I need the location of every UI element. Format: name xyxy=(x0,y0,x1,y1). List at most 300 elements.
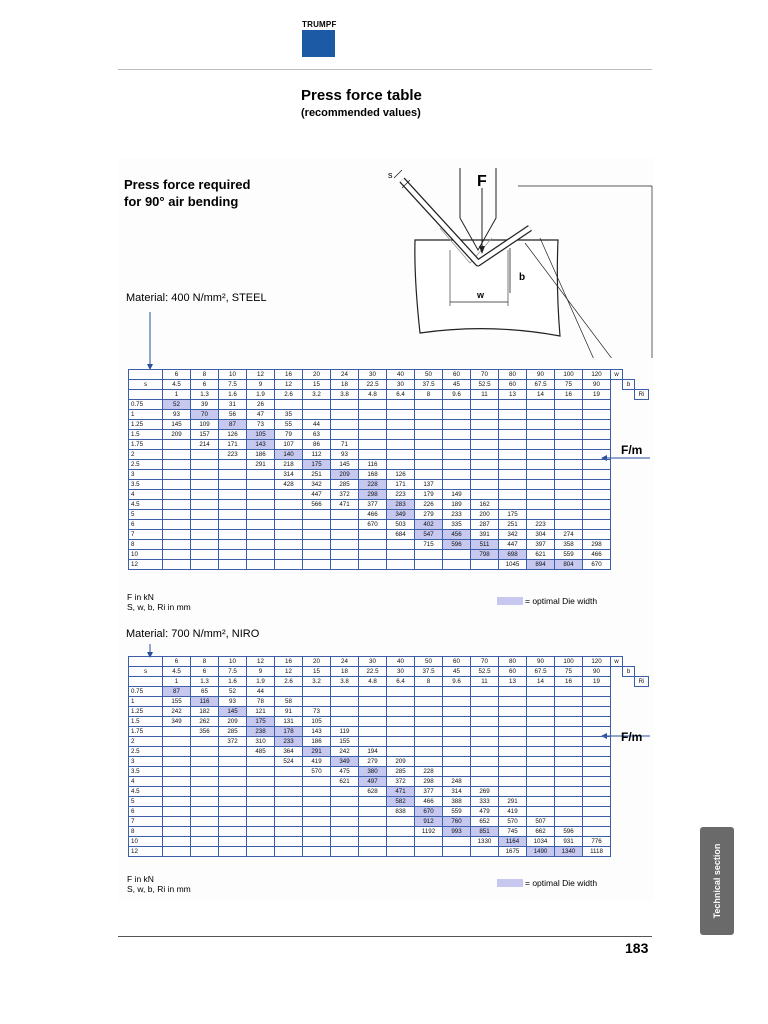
force-cell xyxy=(499,697,527,707)
force-cell xyxy=(499,450,527,460)
force-cell: 182 xyxy=(191,707,219,717)
table-row xyxy=(129,520,649,530)
force-cell xyxy=(247,847,275,857)
force-cell: 93 xyxy=(331,450,359,460)
force-cell xyxy=(219,530,247,540)
force-cell xyxy=(191,807,219,817)
header-cell: 37.5 xyxy=(415,380,443,390)
force-cell: 479 xyxy=(471,807,499,817)
force-cell xyxy=(387,540,415,550)
force-cell: 342 xyxy=(499,530,527,540)
header-corner xyxy=(129,677,163,687)
force-cell xyxy=(527,747,555,757)
force-cell xyxy=(527,717,555,727)
header-cell: 100 xyxy=(555,370,583,380)
force-cell: 223 xyxy=(527,520,555,530)
force-cell xyxy=(443,460,471,470)
header-cell: 67.5 xyxy=(527,667,555,677)
force-cell xyxy=(359,697,387,707)
table-row xyxy=(129,430,649,440)
table-row xyxy=(129,837,649,847)
header-cell: 18 xyxy=(331,380,359,390)
force-cell xyxy=(359,737,387,747)
header-cell: 30 xyxy=(359,657,387,667)
technical-section-tab[interactable] xyxy=(700,827,734,935)
force-cell xyxy=(415,697,443,707)
row-thickness: 1 xyxy=(129,410,163,420)
force-cell xyxy=(163,827,191,837)
force-cell xyxy=(275,560,303,570)
header-cell: 70 xyxy=(471,370,499,380)
force-cell xyxy=(443,420,471,430)
force-cell xyxy=(555,500,583,510)
header-cell: 22.5 xyxy=(359,667,387,677)
force-cell xyxy=(247,817,275,827)
force-cell xyxy=(471,757,499,767)
force-cell xyxy=(247,520,275,530)
force-cell: 251 xyxy=(499,520,527,530)
force-cell: 248 xyxy=(443,777,471,787)
table-row xyxy=(129,510,649,520)
force-cell: 566 xyxy=(303,500,331,510)
force-cell: 628 xyxy=(359,787,387,797)
force-cell xyxy=(583,717,611,727)
force-cell: 279 xyxy=(359,757,387,767)
force-cell xyxy=(583,807,611,817)
force-cell xyxy=(499,787,527,797)
force-cell xyxy=(583,450,611,460)
force-cell: 107 xyxy=(275,440,303,450)
header-cell: 80 xyxy=(499,370,527,380)
force-cell: 87 xyxy=(163,687,191,697)
force-cell xyxy=(219,787,247,797)
force-cell xyxy=(219,520,247,530)
force-cell xyxy=(387,727,415,737)
header-cell: 60 xyxy=(499,380,527,390)
header-label-ri: Ri xyxy=(635,677,649,687)
force-cell xyxy=(443,847,471,857)
force-cell: 112 xyxy=(303,450,331,460)
row-thickness: 3.5 xyxy=(129,767,163,777)
force-cell xyxy=(191,490,219,500)
force-cell xyxy=(527,737,555,747)
force-cell xyxy=(415,737,443,747)
force-cell xyxy=(527,787,555,797)
force-cell xyxy=(359,430,387,440)
row-thickness: 4.5 xyxy=(129,500,163,510)
force-cell: 285 xyxy=(219,727,247,737)
force-cell xyxy=(471,687,499,697)
force-cell: 52 xyxy=(219,687,247,697)
force-cell: 155 xyxy=(331,737,359,747)
force-cell xyxy=(275,777,303,787)
header-cell: 3.8 xyxy=(331,677,359,687)
header-row-ri xyxy=(129,390,649,400)
force-cell: 1118 xyxy=(583,847,611,857)
force-cell xyxy=(359,717,387,727)
header-cell: 7.5 xyxy=(219,667,247,677)
force-cell xyxy=(387,747,415,757)
header-cell: 80 xyxy=(499,657,527,667)
force-cell xyxy=(219,510,247,520)
header-cell: 11 xyxy=(471,390,499,400)
force-cell: 126 xyxy=(387,470,415,480)
force-cell xyxy=(471,490,499,500)
force-cell xyxy=(583,777,611,787)
table-row xyxy=(129,410,649,420)
force-cell: 798 xyxy=(471,550,499,560)
force-cell: 349 xyxy=(163,717,191,727)
header-cell: 14 xyxy=(527,677,555,687)
header-cell: 12 xyxy=(275,667,303,677)
force-cell: 377 xyxy=(359,500,387,510)
force-cell xyxy=(247,837,275,847)
force-cell xyxy=(499,707,527,717)
force-cell xyxy=(387,817,415,827)
force-cell xyxy=(303,530,331,540)
table-row xyxy=(129,707,649,717)
header-cell: 40 xyxy=(387,657,415,667)
force-cell xyxy=(303,697,331,707)
force-cell xyxy=(415,727,443,737)
force-cell: 63 xyxy=(303,430,331,440)
row-thickness: 3 xyxy=(129,470,163,480)
force-cell xyxy=(219,480,247,490)
force-cell: 194 xyxy=(359,747,387,757)
force-cell xyxy=(555,737,583,747)
force-cell xyxy=(359,400,387,410)
force-cell: 349 xyxy=(331,757,359,767)
force-cell xyxy=(583,400,611,410)
force-cell xyxy=(219,757,247,767)
force-cell xyxy=(331,697,359,707)
table-row xyxy=(129,797,649,807)
force-cell xyxy=(583,440,611,450)
force-cell xyxy=(303,807,331,817)
header-corner: s xyxy=(129,667,163,677)
header-cell: 12 xyxy=(247,370,275,380)
diagram-label-s: s xyxy=(388,170,393,180)
steel-footnote xyxy=(127,592,191,612)
force-cell xyxy=(555,480,583,490)
force-cell xyxy=(219,837,247,847)
force-cell xyxy=(331,847,359,857)
force-cell xyxy=(499,490,527,500)
force-cell: 262 xyxy=(191,717,219,727)
force-cell xyxy=(527,687,555,697)
header-cell: 4.8 xyxy=(359,390,387,400)
force-cell xyxy=(219,767,247,777)
force-cell xyxy=(499,767,527,777)
header-cell: 6 xyxy=(191,380,219,390)
force-cell xyxy=(163,490,191,500)
force-cell: 73 xyxy=(303,707,331,717)
force-cell xyxy=(359,847,387,857)
force-cell xyxy=(555,510,583,520)
force-cell xyxy=(527,410,555,420)
force-cell: 596 xyxy=(555,827,583,837)
row-thickness: 10 xyxy=(129,550,163,560)
force-cell xyxy=(163,440,191,450)
force-cell: 402 xyxy=(415,520,443,530)
force-cell: 109 xyxy=(191,420,219,430)
force-cell xyxy=(331,687,359,697)
thickness-marker xyxy=(394,170,402,178)
force-cell xyxy=(387,410,415,420)
force-cell xyxy=(555,420,583,430)
force-cell xyxy=(527,450,555,460)
header-cell: 16 xyxy=(555,390,583,400)
header-row-b xyxy=(129,380,649,390)
force-cell: 39 xyxy=(191,400,219,410)
force-cell xyxy=(471,430,499,440)
force-cell xyxy=(499,500,527,510)
row-thickness: 1.5 xyxy=(129,717,163,727)
force-cell: 391 xyxy=(471,530,499,540)
force-cell: 189 xyxy=(443,500,471,510)
force-cell xyxy=(191,747,219,757)
force-cell xyxy=(359,530,387,540)
row-thickness: 6 xyxy=(129,807,163,817)
header-cell: 52.5 xyxy=(471,667,499,677)
force-cell xyxy=(415,460,443,470)
force-cell xyxy=(387,460,415,470)
force-cell: 55 xyxy=(275,420,303,430)
force-cell xyxy=(555,797,583,807)
force-cell xyxy=(583,420,611,430)
force-cell xyxy=(275,490,303,500)
force-cell xyxy=(219,817,247,827)
header-cell: 3.2 xyxy=(303,390,331,400)
page-subtitle: (recommended values) xyxy=(301,107,421,119)
force-cell: 171 xyxy=(219,440,247,450)
force-cell: 233 xyxy=(275,737,303,747)
force-cell xyxy=(471,440,499,450)
header-cell: 40 xyxy=(387,370,415,380)
force-cell: 44 xyxy=(247,687,275,697)
force-cell xyxy=(247,500,275,510)
table-row xyxy=(129,440,649,450)
row-thickness: 4.5 xyxy=(129,787,163,797)
force-cell: 652 xyxy=(471,817,499,827)
force-cell xyxy=(163,847,191,857)
force-cell xyxy=(191,787,219,797)
force-cell xyxy=(303,410,331,420)
row-thickness: 4 xyxy=(129,777,163,787)
force-cell: 200 xyxy=(471,510,499,520)
force-cell xyxy=(583,510,611,520)
header-cell: 24 xyxy=(331,370,359,380)
force-cell: 79 xyxy=(275,430,303,440)
force-cell xyxy=(359,707,387,717)
force-cell xyxy=(583,797,611,807)
force-cell: 145 xyxy=(163,420,191,430)
force-cell xyxy=(527,757,555,767)
force-cell: 242 xyxy=(331,747,359,757)
diagram-label-w: w xyxy=(477,290,485,300)
force-cell xyxy=(555,807,583,817)
force-cell: 168 xyxy=(359,470,387,480)
force-cell: 131 xyxy=(275,717,303,727)
force-cell xyxy=(527,490,555,500)
footnote-unit-dimensions: S, w, b, Ri in mm xyxy=(127,602,191,612)
force-cell xyxy=(555,767,583,777)
force-cell xyxy=(527,510,555,520)
force-cell xyxy=(275,540,303,550)
header-cell: 70 xyxy=(471,657,499,667)
header-cell: 2.6 xyxy=(275,677,303,687)
header-divider xyxy=(118,69,652,70)
header-cell: 12 xyxy=(247,657,275,667)
force-cell xyxy=(331,837,359,847)
row-thickness: 2 xyxy=(129,737,163,747)
footnote-unit-force: F in kN xyxy=(127,874,154,884)
table-row xyxy=(129,727,649,737)
header-cell: 3.2 xyxy=(303,677,331,687)
force-cell xyxy=(331,420,359,430)
force-cell xyxy=(527,440,555,450)
force-cell xyxy=(163,767,191,777)
force-cell: 559 xyxy=(555,550,583,560)
force-cell: 155 xyxy=(163,697,191,707)
header-cell: 1 xyxy=(163,390,191,400)
force-cell: 342 xyxy=(303,480,331,490)
force-cell xyxy=(555,697,583,707)
table-row xyxy=(129,737,649,747)
force-cell xyxy=(387,837,415,847)
header-cell: 37.5 xyxy=(415,667,443,677)
header-cell: 75 xyxy=(555,380,583,390)
force-cell xyxy=(191,510,219,520)
force-cell: 178 xyxy=(275,727,303,737)
force-cell xyxy=(443,737,471,747)
header-cell: 1 xyxy=(163,677,191,687)
force-cell xyxy=(331,797,359,807)
force-cell xyxy=(415,470,443,480)
side-tab-label: Technical section xyxy=(712,843,722,919)
force-cell xyxy=(415,550,443,560)
header-label-b: b xyxy=(623,667,635,677)
force-cell: 304 xyxy=(527,530,555,540)
force-cell: 1164 xyxy=(499,837,527,847)
force-cell xyxy=(331,550,359,560)
force-cell xyxy=(247,757,275,767)
header-label-w: w xyxy=(611,657,623,667)
force-cell: 547 xyxy=(415,530,443,540)
force-cell xyxy=(583,460,611,470)
force-cell xyxy=(443,550,471,560)
force-cell xyxy=(583,480,611,490)
force-cell xyxy=(331,807,359,817)
header-cell: 30 xyxy=(387,380,415,390)
force-cell: 447 xyxy=(303,490,331,500)
force-cell xyxy=(443,450,471,460)
force-cell xyxy=(247,470,275,480)
force-cell: 209 xyxy=(219,717,247,727)
force-cell xyxy=(247,490,275,500)
force-cell xyxy=(247,797,275,807)
header-corner xyxy=(129,657,163,667)
force-cell: 428 xyxy=(275,480,303,490)
force-cell xyxy=(303,540,331,550)
force-cell xyxy=(387,737,415,747)
niro-footnote xyxy=(127,874,191,894)
force-cell xyxy=(303,560,331,570)
table-row xyxy=(129,697,649,707)
force-cell xyxy=(191,767,219,777)
force-cell xyxy=(443,707,471,717)
force-cell: 116 xyxy=(191,697,219,707)
force-cell xyxy=(471,717,499,727)
force-cell: 285 xyxy=(331,480,359,490)
row-thickness: 1.75 xyxy=(129,727,163,737)
force-cell xyxy=(443,440,471,450)
force-cell xyxy=(499,687,527,697)
table-row xyxy=(129,757,649,767)
header-cell: 20 xyxy=(303,657,331,667)
force-cell xyxy=(191,540,219,550)
heading-line-2: for 90° air bending xyxy=(124,194,239,209)
force-cell: 291 xyxy=(303,747,331,757)
force-cell xyxy=(163,480,191,490)
table-row xyxy=(129,560,649,570)
force-cell xyxy=(387,697,415,707)
header-cell: 7.5 xyxy=(219,380,247,390)
table-row xyxy=(129,540,649,550)
force-cell xyxy=(191,757,219,767)
table-row xyxy=(129,807,649,817)
force-cell xyxy=(415,440,443,450)
force-cell xyxy=(219,847,247,857)
force-cell xyxy=(415,717,443,727)
force-cell: 93 xyxy=(219,697,247,707)
force-cell: 582 xyxy=(387,797,415,807)
force-cell xyxy=(471,460,499,470)
table-row xyxy=(129,480,649,490)
header-cell: 90 xyxy=(583,667,611,677)
force-cell xyxy=(275,807,303,817)
force-cell: 242 xyxy=(163,707,191,717)
force-cell: 52 xyxy=(163,400,191,410)
row-thickness: 1.5 xyxy=(129,430,163,440)
force-cell xyxy=(303,510,331,520)
force-cell xyxy=(247,777,275,787)
force-cell: 358 xyxy=(555,540,583,550)
force-cell xyxy=(247,827,275,837)
force-cell: 175 xyxy=(247,717,275,727)
force-cell xyxy=(499,727,527,737)
force-cell: 715 xyxy=(415,540,443,550)
force-cell: 466 xyxy=(583,550,611,560)
row-thickness: 5 xyxy=(129,510,163,520)
force-cell xyxy=(191,827,219,837)
force-cell: 1192 xyxy=(415,827,443,837)
force-cell: 894 xyxy=(527,560,555,570)
force-cell xyxy=(527,470,555,480)
force-cell xyxy=(415,420,443,430)
steel-legend xyxy=(497,596,597,606)
force-cell xyxy=(387,687,415,697)
force-cell xyxy=(527,727,555,737)
force-cell xyxy=(387,560,415,570)
force-cell xyxy=(583,410,611,420)
header-cell: 60 xyxy=(499,667,527,677)
force-cell xyxy=(359,440,387,450)
force-cell: 119 xyxy=(331,727,359,737)
header-cell: 50 xyxy=(415,657,443,667)
force-cell: 419 xyxy=(499,807,527,817)
force-cell: 143 xyxy=(247,440,275,450)
